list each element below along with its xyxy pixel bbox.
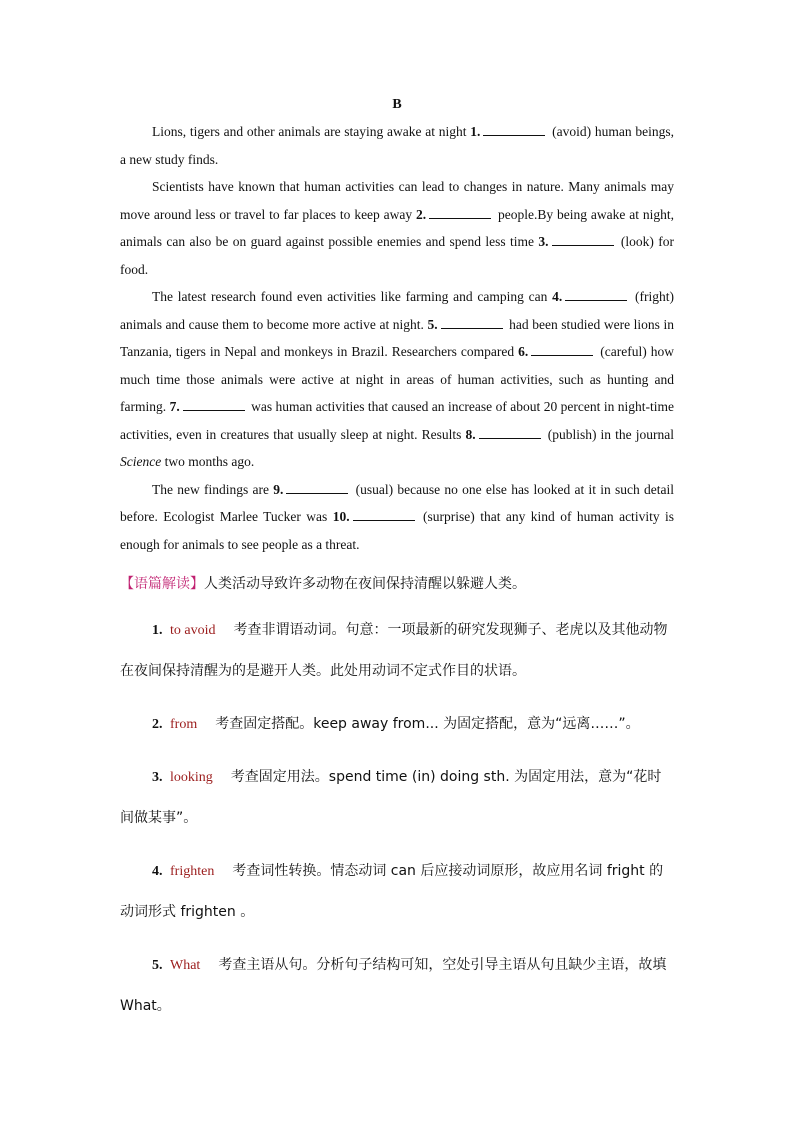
text: had been studied were lions in Tanzania, tigers in Nepal and monkeys in Brazil. Researchers compared	[120, 316, 674, 359]
question-number: 8.	[465, 426, 476, 442]
paragraph-3	[120, 283, 674, 476]
answer-explanation: 考查非谓语动词。句意：一项最新的研究发现狮子、老虎以及其他动物在夜间保持清醒为的是避开人类。此处用动词不定式作目的状语。	[120, 622, 668, 679]
question-number: 4.	[552, 289, 563, 304]
text: (avoid) human beings, a new study finds.	[120, 124, 674, 167]
answer-word: to avoid	[170, 623, 216, 638]
answer-explanation: 考查主语从句。分析句子结构可知，空处引导主语从句且缺少主语，故填 What。	[120, 957, 667, 1014]
answer-item	[120, 851, 674, 933]
answer-item	[120, 704, 674, 745]
answer-word: from	[170, 717, 198, 732]
answer-number: 3.	[152, 770, 163, 785]
summary-text: 人类活动导致许多动物在夜间保持清醒以躲避人类。	[204, 576, 526, 592]
answer-blank[interactable]	[183, 397, 245, 411]
answer-number: 5.	[152, 958, 163, 973]
answer-explanation: 考查固定用法。spend time (in) doing sth. 为固定用法，意为“花时间做某事”。	[120, 769, 662, 826]
answer-number: 4.	[152, 864, 163, 879]
paragraph-1	[120, 118, 674, 173]
answer-blank[interactable]	[483, 122, 545, 136]
answer-blank[interactable]	[429, 205, 491, 219]
answer-blank[interactable]	[531, 342, 593, 356]
answer-number: 1.	[152, 623, 163, 638]
text: people.By being awake at night, animals can also be on guard against possible enemies and spend less time	[120, 206, 675, 249]
answer-blank[interactable]	[479, 425, 541, 439]
summary-tag: 【语篇解读】	[120, 576, 204, 592]
text: two months ago.	[161, 454, 255, 469]
text: The latest research found even activities like farming and camping can	[152, 289, 553, 304]
answer-blank[interactable]	[441, 315, 503, 329]
answer-number: 2.	[152, 717, 163, 732]
answer-blank[interactable]	[353, 507, 415, 521]
answer-blank[interactable]	[552, 232, 614, 246]
text: Scientists have known that human activities can lead to changes in nature. Many animals may move around less or travel to far places to keep away	[120, 179, 674, 222]
question-number: 2.	[416, 206, 427, 222]
answer-item	[120, 945, 674, 1027]
passage-summary	[120, 570, 674, 598]
document-page	[120, 92, 674, 1027]
text: (careful) how much time those animals were active at night in areas of human activities, such as hunting and farming.	[120, 344, 674, 414]
question-number: 10.	[332, 509, 350, 524]
paragraph-4	[120, 476, 674, 559]
section-title: B	[392, 97, 402, 112]
text: (publish) in the journal	[543, 426, 674, 442]
paragraph-2	[120, 173, 674, 283]
answer-blank[interactable]	[565, 287, 627, 301]
answer-word: looking	[170, 770, 213, 785]
answer-word: frighten	[170, 864, 215, 879]
answer-word: What	[170, 958, 201, 973]
text: (usual) because no one else has looked at it in such detail before. Ecologist Marlee Tucker was	[120, 481, 674, 524]
answer-explanation: 考查固定搭配。keep away from... 为固定搭配，意为“远离……”。	[215, 716, 640, 732]
text: was human activities that caused an increase of about 20 percent in night-time activities, even in creatures that usually sleep at night. Results	[120, 399, 674, 442]
question-number: 3.	[538, 234, 549, 249]
question-number: 9.	[273, 481, 284, 497]
question-number: 7.	[169, 399, 180, 414]
answer-item	[120, 610, 674, 692]
answer-item	[120, 757, 674, 839]
journal-name: Science	[120, 454, 162, 469]
question-number: 1.	[470, 124, 481, 139]
text: Lions, tigers and other animals are staying awake at night	[152, 124, 471, 139]
text: The new findings are	[152, 481, 274, 497]
answer-blank[interactable]	[286, 480, 348, 494]
text: (fright) animals and cause them to become more active at night.	[120, 289, 675, 332]
answer-explanation: 考查词性转换。情态动词 can 后应接动词原形，故应用名词 fright 的动词形式 frighten 。	[120, 863, 664, 920]
text: (surprise) that any kind of human activity is enough for animals to see people as a threat.	[120, 509, 674, 552]
question-number: 6.	[518, 344, 529, 359]
question-number: 5.	[427, 316, 438, 332]
text: (look) for food.	[120, 234, 674, 277]
